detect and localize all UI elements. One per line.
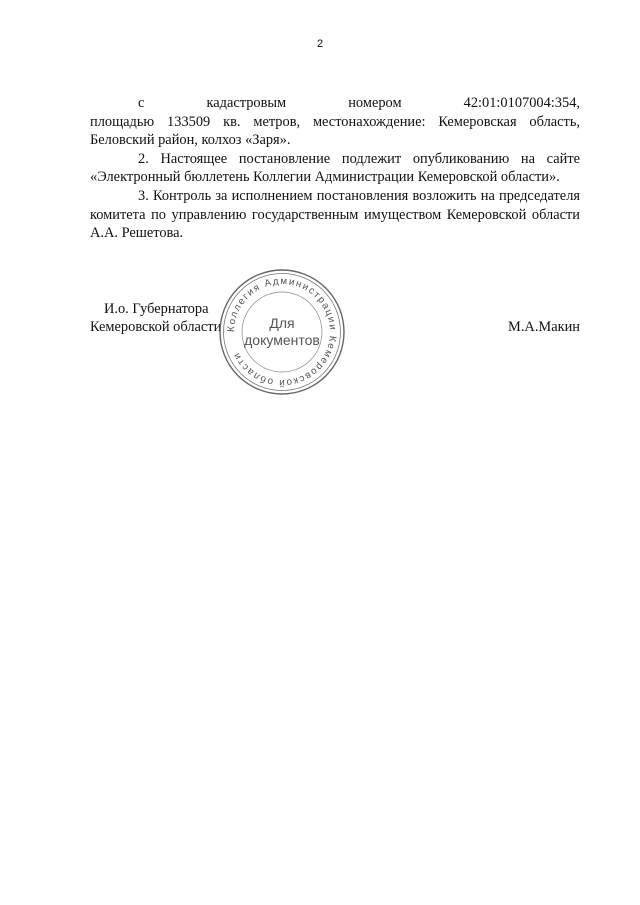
signer-position-line2: Кемеровской области — [90, 319, 222, 335]
stamp-ring-textpath: Коллегия Администрации Кемеровской области — [225, 275, 339, 389]
official-stamp — [218, 268, 346, 396]
word-kadastrovym: кадастровым — [206, 95, 287, 111]
word-s: с — [138, 95, 145, 111]
paragraph-1-text: площадью 133509 кв. метров, местонахождение: Кемеровская область, Беловский район, колхоз «Заря». — [90, 113, 580, 149]
paragraph-3: 3. Контроль за исполнением постановления возложить на председателя комитета по управлению государственным имуществом Кемеровской области А.А. Решетова. — [90, 187, 580, 242]
signer-position-line1: И.о. Губернатора — [104, 301, 209, 317]
signer-name: М.А.Макин — [508, 319, 580, 335]
paragraph-2: 2. Настоящее постановление подлежит опубликованию на сайте «Электронный бюллетень Коллегии Администрации Кемеровской области». — [90, 150, 580, 186]
page-number: 2 — [316, 38, 324, 50]
paragraph-1-first-line — [90, 94, 580, 113]
stamp-center-line1: Для — [269, 315, 295, 331]
stamp-center-line2: документов — [244, 332, 320, 348]
cadastral-number: 42:01:0107004:354, — [463, 95, 580, 111]
word-nomerom: номером — [348, 95, 402, 111]
document-body — [90, 94, 580, 243]
paragraph-1 — [90, 94, 580, 150]
